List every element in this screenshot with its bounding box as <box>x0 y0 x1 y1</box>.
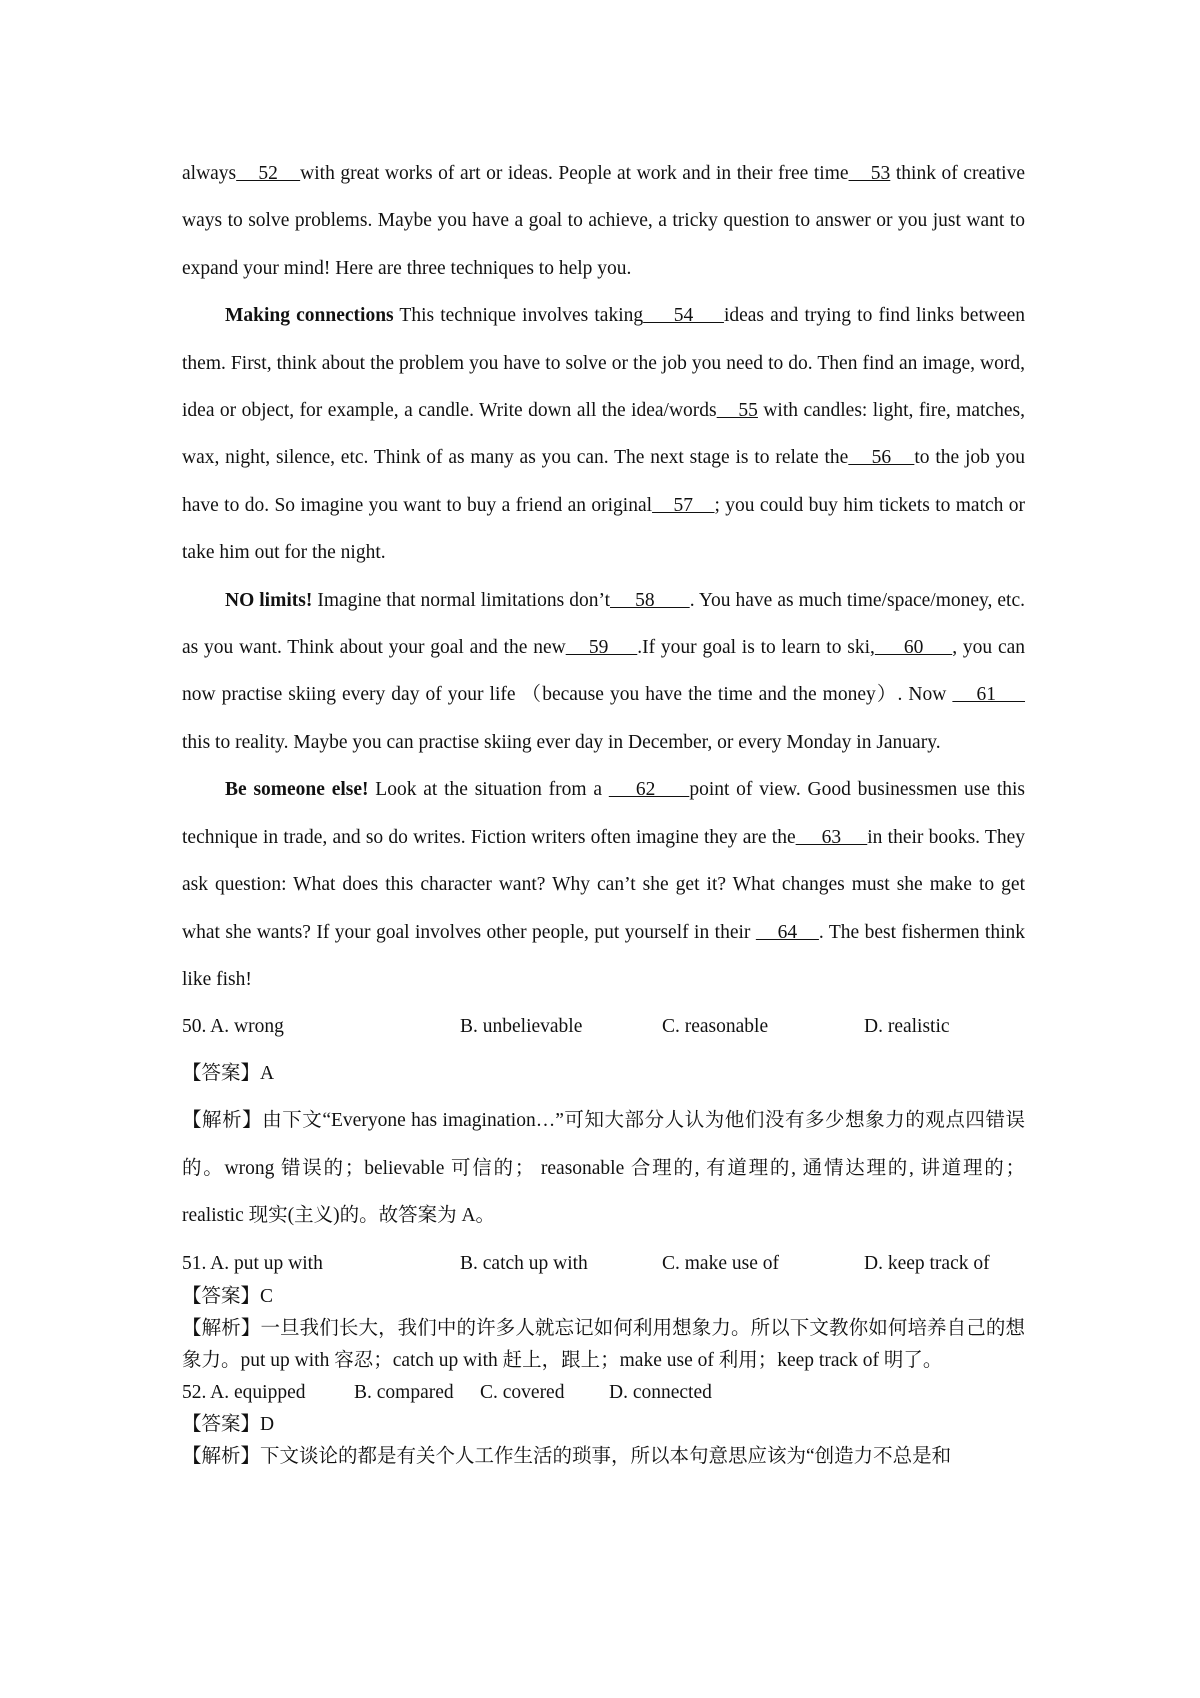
question-51-analysis <box>182 1313 1025 1377</box>
question-51-answer: 【答案】C <box>182 1285 274 1307</box>
option-c: C. covered <box>480 1381 565 1403</box>
analysis-text: 下文谈论的都是有关个人工作生活的琐事，所以本句意思应该为“创造力不总是和 <box>260 1445 952 1467</box>
option-b: B. catch up with <box>460 1252 588 1274</box>
text: ; you could buy him tickets to match or take him out for the night. <box>182 494 1026 564</box>
analysis-label: 【解析】 <box>182 1445 261 1467</box>
question-51-options <box>182 1240 1025 1287</box>
question-52-options <box>182 1377 1025 1409</box>
option-b: B. unbelievable <box>460 1016 583 1038</box>
option-a: 50. A. wrong <box>182 1016 284 1038</box>
text: this to reality. Maybe you can practise skiing ever day in December, or every Monday in January. <box>182 731 941 753</box>
text: .If your goal is to learn to ski, <box>637 637 875 659</box>
passage-paragraph-1 <box>182 150 1025 292</box>
question-52-answer: 【答案】D <box>182 1413 275 1435</box>
option-a: 52. A. equipped <box>182 1381 306 1403</box>
blank-54: 54 <box>643 305 724 327</box>
text: with great works of art or ideas. People at work and in their free time <box>300 163 849 184</box>
text: Imagine that normal limitations don’t <box>312 589 611 611</box>
blank-59: 59 <box>565 637 638 659</box>
text: always <box>182 163 237 184</box>
option-d: D. realistic <box>864 1016 950 1038</box>
analysis-text: 一旦我们长大，我们中的许多人就忘记如何利用想象力。所以下文教你如何培养自己的想象力。put up with 容忍；catch up with 赶上，跟上；make use of 利用；keep track of 明了。 <box>182 1317 1025 1371</box>
question-52-analysis <box>182 1441 1025 1473</box>
text: point of view. Good businessmen use this technique in trade, and so do writes. Fiction writers often imagine they are the <box>182 779 1025 848</box>
analysis-text: 由下文“Everyone has imagination…”可知大部分人认为他们没有多少想象力的观点四错误的。wrong 错误的；believable 可信的； reasonable 合理的, 有道理的, 通情达理的, 讲道理的；realistic 现实(主义)的。故答案为 A。 <box>182 1110 1025 1227</box>
text: ideas and trying to find links between them. First, think about the problem you have to solve or the job you need to do. Then find an image, word, idea or object, for example, a candle. Write down all the idea/words <box>182 305 1026 422</box>
option-d: D. connected <box>609 1381 712 1403</box>
blank-55: 55 <box>716 400 758 422</box>
text: in their books. They ask question: What does this character want? Why can’t she get it? What changes must she make to get what she wants? If your goal involves other people, put yourself in their <box>182 826 1025 943</box>
text: Look at the situation from a <box>368 779 609 801</box>
blank-57: 57 <box>652 494 715 516</box>
analysis-label: 【解析】 <box>182 1110 263 1132</box>
text: with candles: light, fire, matches, wax, night, silence, etc. Think of as many as you can. The next stage is to relate the <box>182 400 1025 469</box>
section-heading: NO limits! <box>225 589 313 611</box>
blank-62: 62 <box>608 779 690 801</box>
question-50-analysis <box>182 1097 1025 1239</box>
option-d: D. keep track of <box>864 1252 990 1274</box>
blank-56: 56 <box>848 447 915 469</box>
text: , you can now practise skiing every day of your life （because you have the time and the money）. Now <box>182 637 1026 706</box>
blank-63: 63 <box>795 826 868 848</box>
text: to the job you have to do. So imagine you want to buy a friend an original <box>182 447 1025 516</box>
passage-paragraph-making-connections <box>182 292 1025 576</box>
blank-58: 58 <box>610 589 690 611</box>
option-c: C. reasonable <box>662 1016 769 1038</box>
document-page <box>182 150 1025 1473</box>
blank-52: 52 <box>236 163 301 184</box>
blank-64: 64 <box>755 921 819 943</box>
text: . The best fishermen think like fish! <box>182 921 1026 990</box>
passage-paragraph-be-someone-else <box>182 766 1025 1003</box>
blank-60: 60 <box>874 637 953 659</box>
text: This technique involves taking <box>393 305 644 327</box>
blank-61: 61 <box>952 684 1026 706</box>
text: . You have as much time/space/money, etc. as you want. Think about your goal and the new <box>182 589 1026 659</box>
option-a: 51. A. put up with <box>182 1252 323 1274</box>
blank-53: 53 <box>848 163 891 184</box>
section-heading: Be someone else! <box>225 779 369 801</box>
text: think of creative ways to solve problems. Maybe you have a goal to achieve, a tricky question to answer or you just want to expand your mind! Here are three techniques to help you. <box>182 163 1026 279</box>
analysis-label: 【解析】 <box>182 1317 261 1339</box>
section-heading: Making connections <box>225 305 394 327</box>
question-50-options <box>182 1003 1025 1050</box>
option-b: B. compared <box>354 1381 454 1403</box>
option-c: C. make use of <box>662 1252 779 1274</box>
passage-paragraph-no-limits <box>182 577 1025 767</box>
question-50-answer: 【答案】A <box>182 1063 275 1085</box>
